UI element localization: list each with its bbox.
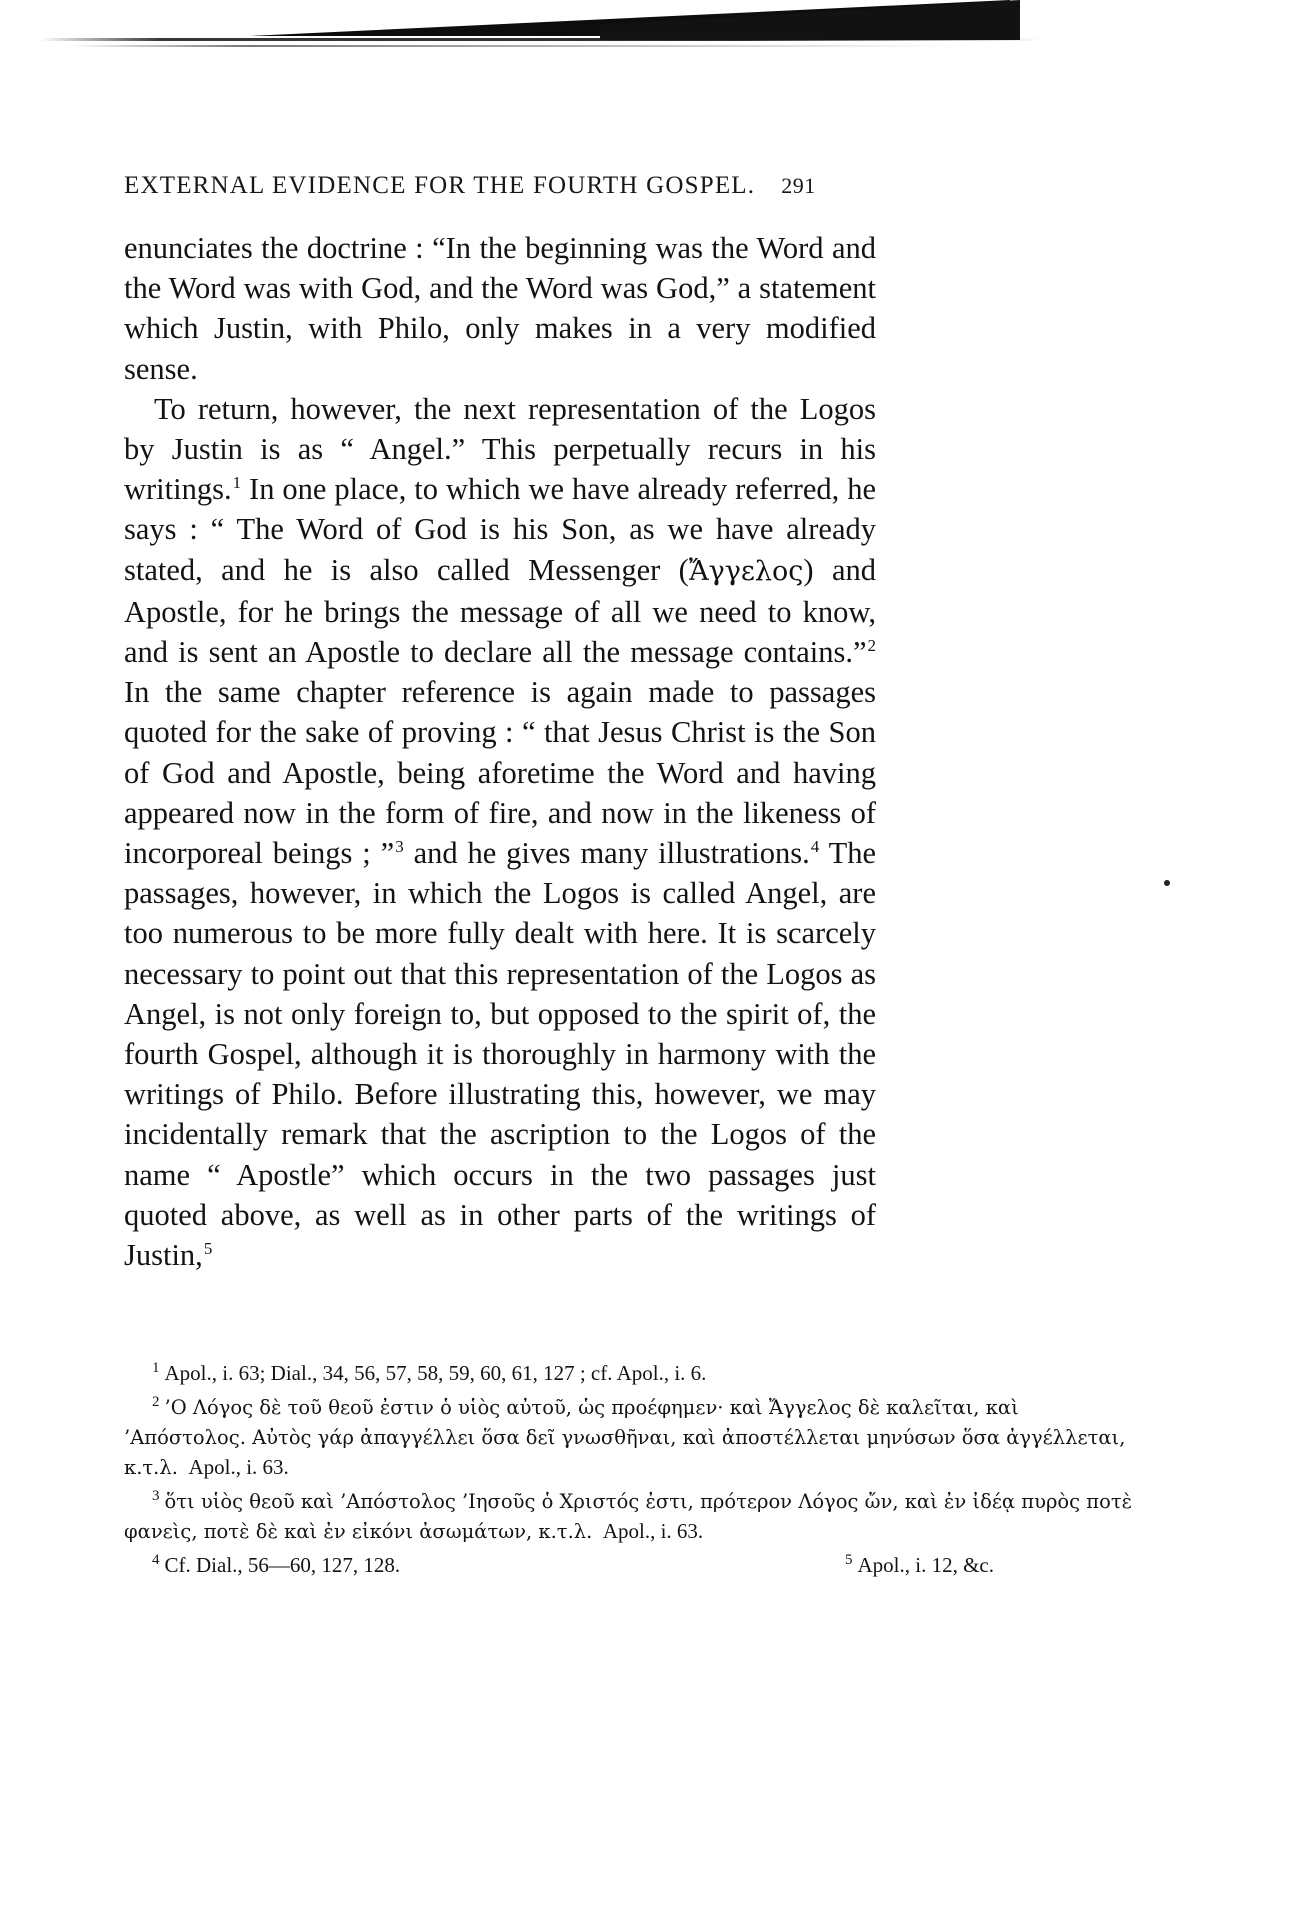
footnote-2: [124, 1392, 1144, 1482]
running-head: [124, 172, 1174, 200]
paragraph-2: [124, 389, 876, 1275]
footnote-5-number: 5: [845, 1552, 853, 1568]
page-body-text: [124, 228, 876, 1275]
footnote-ref-5[interactable]: 5: [203, 1238, 213, 1258]
paragraph-2-segment-3: ) and Apostle, for he brings the message of all we need to know, and is sent an Apostle to declare all the message contains.”: [124, 552, 876, 670]
paragraph-2-segment-1: To return, however, the next representation of the Logos by Justin is as “ Angel.” This perpetually recurs in his writings.: [124, 391, 876, 507]
footnote-2-tail: Apol., i. 63.: [188, 1455, 289, 1479]
paragraph-2-segment-6: The passages, however, in which the Logos is called Angel, are too numerous to be more fully dealt with here. It is scarcely necessary to point out that this representation of the Logos as Angel, is not only foreign to, but opposed to the spirit of, the fourth Gospel, although it is thoroughly in harmony with the writings of Philo. Before illustrating this, however, we may incidentally remark that the ascription to the Logos of the name “ Apostle” which occurs in the two passages just quoted above, as well as in other parts of the writings of Justin,: [124, 836, 877, 1273]
footnote-3-greek: ὅτι υἱὸς θεοῦ καὶ ’Απόστολος ’Ιησοῦς ὁ Χριστός ἐστι, πρότερον Λόγος ὤν, καὶ ἐν ἰδέᾳ πυρὸς ποτὲ φανεὶς, ποτὲ δὲ καὶ ἐν εἰκόνι ἀσωμάτων, κ.τ.λ.: [124, 1490, 1133, 1543]
footnote-4: [124, 1550, 400, 1580]
paragraph-2-segment-5: and he gives many illustrations.: [403, 836, 810, 871]
footnote-ref-3[interactable]: 3: [395, 836, 404, 856]
footnote-3: [124, 1486, 1144, 1546]
footnote-1-number: 1: [152, 1360, 160, 1376]
footnote-1-text: Apol., i. 63; Dial., 34, 56, 57, 58, 59, 60, 61, 127 ; cf. Apol., i. 6.: [164, 1361, 707, 1385]
paragraph-2-segment-4: In the same chapter reference is again made to passages quoted for the sake of proving : “ that Jesus Christ is the Son of God and Apostle, being aforetime the Word and having appeared now in the form of fire, and now in the likeness of incorporeal beings ; ”: [124, 675, 876, 871]
scan-ink-speck: [1164, 880, 1170, 886]
footnote-3-tail: Apol., i. 63.: [602, 1519, 704, 1543]
footnote-5-text: Apol., i. 12, &c.: [857, 1553, 994, 1577]
greek-phrase-angelos: Ἄγγελος: [688, 555, 804, 587]
footnote-4-number: 4: [152, 1552, 160, 1568]
paragraph-1: [124, 228, 876, 389]
running-head-title: EXTERNAL EVIDENCE FOR THE FOURTH GOSPEL.: [124, 172, 756, 199]
footnote-2-greek: ’O Λόγος δὲ τοῦ θεοῦ ἐστιν ὁ υἱὸς αὐτοῦ, ὡς προέφημεν· καὶ Ἄγγελος δὲ καλεῖται, καὶ ’Απόστολος. Αὐτὸς γάρ ἀπαγγέλλει ὅσα δεῖ γνωσθῆναι, καὶ ἀποστέλλεται μηνύσων ὅσα ἀγγέλλεται, κ.τ.λ.: [124, 1396, 1126, 1479]
footnote-1: [124, 1358, 1144, 1388]
footnote-2-number: 2: [152, 1394, 160, 1410]
footnote-3-number: 3: [152, 1488, 160, 1504]
footnote-5: [845, 1550, 1144, 1580]
footnotes-block: [124, 1358, 1144, 1580]
footnote-row-4-5: [124, 1550, 1144, 1580]
footnote-4-text: Cf. Dial., 56—60, 127, 128.: [164, 1553, 401, 1577]
paragraph-2-segment-2: In one place, to which we have already referred, he says : “ The Word of God is his Son, as we have already stated, and he is also called Messenger (: [124, 472, 876, 587]
footnote-ref-4[interactable]: 4: [810, 836, 820, 856]
paragraph-1-text: enunciates the doctrine : “In the beginning was the Word and the Word was with God, and the Word was God,” a statement which Justin, with Philo, only makes in a very modified sense.: [124, 231, 876, 386]
footnote-ref-1[interactable]: 1: [232, 473, 242, 493]
footnote-ref-2[interactable]: 2: [867, 635, 876, 655]
page-number: 291: [781, 173, 816, 198]
